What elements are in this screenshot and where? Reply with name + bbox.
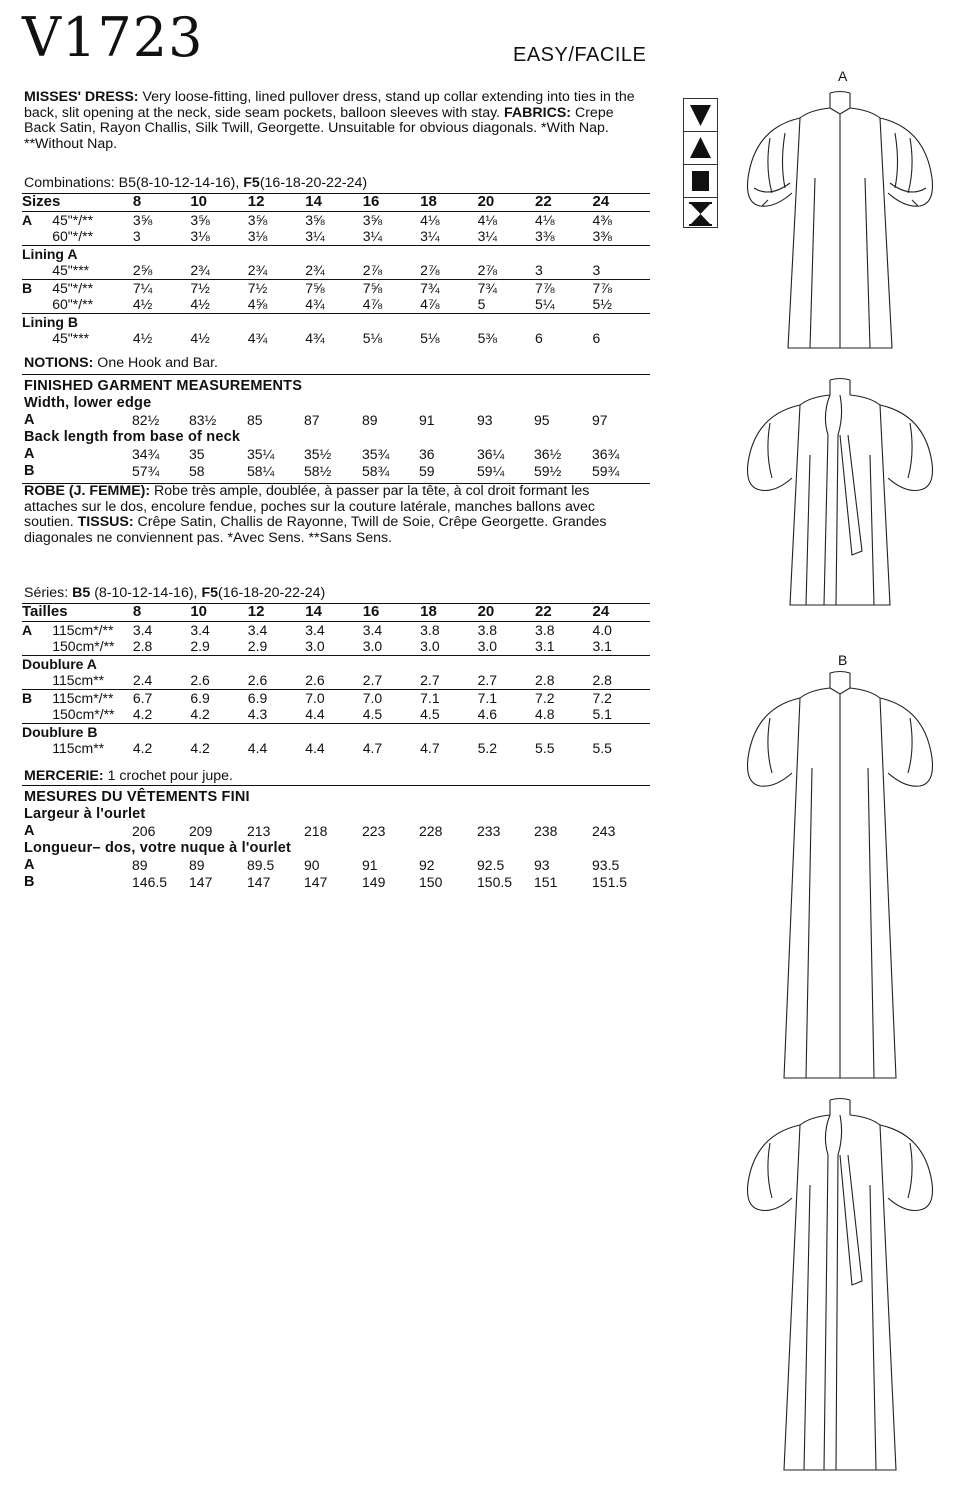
length-row-a-value: 92.5	[477, 857, 505, 873]
combo-b5: B5	[72, 585, 91, 601]
description-text: Robe très ample, doublée, à passer par la tête, à col droit formant les attaches sur le dos, encolure fendue, poches sur la couture latérale, manches ballons avec soutien.	[24, 483, 595, 531]
combo-f5-sizes: (16-18-20-22-24)	[259, 175, 368, 191]
yardage-cell: 6.9	[248, 689, 305, 706]
table-row	[22, 689, 650, 706]
yardage-cell: 3	[535, 262, 543, 278]
length-row-a-value: 36½	[534, 446, 562, 462]
length-row-b-value: 150.5	[477, 874, 513, 890]
yardage-cell: 7⅝	[363, 279, 420, 296]
view-label	[22, 706, 52, 723]
view-label: B	[22, 689, 52, 706]
yardage-cell: 3.8	[535, 621, 592, 638]
yardage-cell: 4⅝	[247, 296, 268, 312]
description-text: Very loose-fitting, lined pullover dress, stand up collar extending into ties in the back, slit opening at the neck, side seam pockets, balloon sleeves with stay.	[24, 89, 635, 121]
width-row-a-value: 223	[362, 823, 386, 839]
length-row-b-value: 59¾	[592, 463, 620, 479]
yardage-cell: 6.9	[190, 689, 247, 706]
table-row	[22, 262, 650, 279]
yardage-cell: 7.0	[363, 689, 420, 706]
yardage-cell: 5.5	[592, 740, 612, 756]
width-row-a-value: 243	[592, 823, 616, 839]
view-label	[22, 262, 52, 279]
yardage-cell: 3.4	[133, 621, 190, 638]
table-row	[22, 621, 650, 638]
width-row-a-value: 83½	[189, 412, 217, 428]
yardage-cell: 3.8	[478, 621, 535, 638]
english-combinations	[24, 175, 367, 191]
yardage-cell: 2.8	[592, 672, 612, 688]
yardage-cell: 7⅝	[305, 279, 362, 296]
lining-label: Doublure B	[22, 723, 650, 740]
notions-text: 1 crochet pour jupe.	[103, 768, 233, 784]
size-header: 10	[190, 604, 247, 622]
yardage-cell: 3⅛	[247, 228, 268, 244]
yardage-cell: 4⅛	[535, 211, 592, 228]
length-row-a-value: 36	[419, 446, 435, 462]
fabrics-lead: TISSUS:	[77, 514, 134, 531]
fabric-width: 115cm*/**	[52, 689, 133, 706]
english-yardage-table	[22, 193, 650, 347]
yardage-cell: 7.1	[478, 689, 535, 706]
combinations-label: Séries:	[24, 585, 73, 601]
width-row-a-value: 97	[592, 412, 608, 428]
view-label: B	[24, 874, 35, 890]
length-row-b-value: 147	[304, 874, 328, 890]
length-row-b-value: 59	[419, 463, 435, 479]
table-row	[22, 211, 650, 228]
length-row-b-value: 58	[189, 463, 205, 479]
size-header: 8	[133, 604, 190, 622]
table-row	[22, 706, 650, 723]
divider	[22, 785, 650, 786]
difficulty-label: EASY/FACILE	[513, 44, 647, 66]
yardage-cell: 4.7	[420, 740, 440, 756]
width-row-a-value: 213	[247, 823, 271, 839]
table-row	[22, 655, 650, 672]
yardage-cell: 7¾	[478, 279, 535, 296]
width-title: Width, lower edge	[24, 395, 152, 411]
fabric-width: 45"***	[52, 330, 90, 346]
size-header: 16	[363, 194, 420, 212]
length-title: Longueur– dos, votre nuque à l'ourlet	[24, 840, 292, 856]
view-label: A	[24, 412, 35, 428]
fabrics-lead: FABRICS:	[504, 104, 572, 121]
size-header: 14	[305, 604, 362, 622]
length-row-a-value: 34¾	[132, 446, 160, 462]
yardage-cell: 4.6	[477, 706, 498, 722]
fabric-width: 45"*/**	[52, 279, 133, 296]
yardage-cell: 3⅝	[190, 211, 247, 228]
yardage-cell: 4.0	[593, 621, 651, 638]
yardage-cell: 2.4	[132, 672, 153, 688]
length-row-a-value: 36¼	[477, 446, 505, 462]
yardage-cell: 2.7	[420, 672, 440, 688]
yardage-cell: 7.0	[305, 689, 362, 706]
yardage-cell: 4.2	[190, 740, 210, 756]
view-b-label: B	[838, 652, 848, 668]
length-row-b-value: 59¼	[477, 463, 505, 479]
fabric-width: 60"*/**	[52, 296, 94, 312]
size-header: 8	[133, 194, 190, 212]
width-row-a-value: 228	[419, 823, 443, 839]
fabric-width: 45"***	[52, 262, 90, 278]
width-row-a-value: 206	[132, 823, 156, 839]
yardage-cell: 7⅞	[535, 279, 592, 296]
yardage-cell: 4.2	[132, 740, 153, 756]
view-a-front-illustration	[740, 88, 940, 368]
yardage-cell: 2¾	[190, 262, 210, 278]
view-b-front-illustration	[740, 668, 940, 1088]
lining-label: Lining B	[22, 313, 650, 330]
yardage-cell: 5.2	[477, 740, 498, 756]
view-label: B	[24, 463, 35, 479]
width-title: Largeur à l'ourlet	[24, 806, 146, 822]
notions-text: One Hook and Bar.	[93, 355, 218, 371]
yardage-cell: 4.4	[305, 706, 325, 722]
yardage-cell: 4⅜	[593, 211, 651, 228]
yardage-cell: 6	[535, 330, 543, 346]
fabric-width: 150cm*/**	[52, 706, 115, 722]
square-icon	[684, 165, 717, 198]
size-header: 14	[305, 194, 362, 212]
view-b-back-illustration	[740, 1095, 940, 1480]
yardage-cell: 2.8	[132, 638, 153, 654]
length-row-a-value: 35	[189, 446, 205, 462]
yardage-cell: 4⅞	[362, 296, 383, 312]
yardage-cell: 7.2	[535, 689, 592, 706]
length-title: Back length from base of neck	[24, 429, 241, 445]
yardage-cell: 4⅛	[420, 211, 477, 228]
yardage-cell: 2.6	[305, 672, 325, 688]
yardage-cell: 4.3	[247, 706, 268, 722]
combinations-label: Combinations:	[24, 175, 119, 191]
yardage-cell: 7½	[190, 279, 247, 296]
yardage-cell: 4½	[190, 330, 210, 346]
measurements-title: FINISHED GARMENT MEASUREMENTS	[24, 378, 303, 394]
layout-symbols	[683, 98, 718, 228]
yardage-cell: 4.4	[305, 740, 325, 756]
yardage-cell: 3	[592, 262, 601, 278]
length-row-b-value: 58½	[304, 463, 332, 479]
length-row-b-value: 149	[362, 874, 386, 890]
width-row-a-value: 93	[477, 412, 493, 428]
table-row	[22, 672, 650, 689]
length-row-a-value: 93.5	[592, 857, 620, 873]
view-label	[22, 330, 52, 347]
view-a-label: A	[838, 68, 848, 84]
length-row-a-value: 93	[534, 857, 550, 873]
french-combinations	[24, 585, 325, 601]
yardage-cell: 2⅞	[420, 262, 440, 278]
length-row-a-value: 91	[362, 857, 378, 873]
yardage-cell: 2¾	[305, 262, 325, 278]
combo-f5: F5	[201, 585, 218, 601]
table-row	[22, 245, 650, 262]
notions-lead: NOTIONS:	[24, 355, 94, 371]
view-label: A	[24, 857, 35, 873]
yardage-cell: 3.8	[420, 621, 477, 638]
lining-label: Doublure A	[22, 655, 650, 672]
yardage-cell: 5.5	[535, 740, 555, 756]
table-row	[22, 279, 650, 296]
size-header: 20	[478, 194, 535, 212]
english-description	[24, 90, 644, 152]
yardage-cell: 4.5	[420, 706, 440, 722]
yardage-cell: 7.2	[593, 689, 651, 706]
combo-f5-sizes: (16-18-20-22-24)	[218, 585, 326, 601]
yardage-cell: 3.4	[248, 621, 305, 638]
yardage-cell: 3⅝	[363, 211, 420, 228]
yardage-cell: 4½	[132, 330, 153, 346]
yardage-cell: 7½	[248, 279, 305, 296]
english-notions	[24, 356, 644, 372]
french-yardage-table	[22, 603, 650, 757]
yardage-cell: 3.0	[420, 638, 440, 654]
french-description	[24, 484, 644, 546]
yardage-cell: 4¾	[305, 330, 325, 346]
table-row	[22, 330, 650, 347]
size-header: 18	[420, 604, 477, 622]
length-row-b-value: 146.5	[132, 874, 168, 890]
yardage-cell: 5½	[592, 296, 612, 312]
yardage-cell: 6.7	[133, 689, 190, 706]
size-header: 24	[593, 194, 651, 212]
fabric-width: 150cm*/**	[52, 638, 115, 654]
triangle-down-icon	[684, 99, 717, 132]
yardage-cell: 3.4	[305, 621, 362, 638]
description-lead: ROBE (J. FEMME):	[24, 483, 151, 499]
yardage-cell: 3⅝	[248, 211, 305, 228]
yardage-cell: 5⅛	[420, 330, 440, 346]
length-row-a-value: 35¼	[247, 446, 275, 462]
size-header: 24	[593, 604, 651, 622]
yardage-cell: 3.0	[477, 638, 498, 654]
notions-lead: MERCERIE:	[24, 768, 104, 784]
size-header: 12	[248, 194, 305, 212]
table-row	[22, 723, 650, 740]
yardage-cell: 3¼	[305, 228, 325, 244]
yardage-cell: 2⅞	[362, 262, 383, 278]
length-row-a-value: 89.5	[247, 857, 275, 873]
sizes-header-label: Sizes	[22, 194, 133, 212]
yardage-cell: 2.6	[247, 672, 268, 688]
width-row-a-value: 238	[534, 823, 558, 839]
yardage-cell: 3.1	[535, 638, 555, 654]
length-row-a-value: 92	[419, 857, 435, 873]
view-label	[22, 740, 52, 757]
view-label: B	[22, 279, 52, 296]
fabrics-text: Crêpe Satin, Challis de Rayonne, Twill de Soie, Crêpe Georgette. Grandes diagonales ne conviennent pas. *Avec Sens. **Sans Sens.	[24, 514, 607, 546]
yardage-cell: 7⅞	[593, 279, 651, 296]
yardage-cell: 2⅞	[477, 262, 498, 278]
yardage-cell: 3.4	[363, 621, 420, 638]
yardage-cell: 3	[132, 228, 141, 244]
yardage-cell: 4⅞	[420, 296, 440, 312]
french-notions	[24, 769, 644, 785]
yardage-cell: 3.1	[592, 638, 612, 654]
size-header: 22	[535, 604, 592, 622]
view-label: A	[24, 823, 35, 839]
sizes-header-label: Tailles	[22, 604, 133, 622]
yardage-cell: 4¾	[305, 296, 325, 312]
yardage-cell: 4.2	[190, 706, 210, 722]
table-row	[22, 313, 650, 330]
length-row-b-value: 150	[419, 874, 443, 890]
yardage-cell: 3.0	[305, 638, 325, 654]
width-row-a-value: 85	[247, 412, 263, 428]
yardage-cell: 3⅜	[535, 228, 555, 244]
view-a-back-illustration	[740, 375, 940, 615]
yardage-cell: 2⅝	[132, 262, 153, 278]
yardage-cell: 2.7	[362, 672, 383, 688]
yardage-cell: 4.5	[362, 706, 383, 722]
length-row-b-value: 58¼	[247, 463, 275, 479]
table-row	[22, 740, 650, 757]
length-row-b-value: 59½	[534, 463, 562, 479]
width-row-a-value: 209	[189, 823, 213, 839]
yardage-cell: 4.7	[362, 740, 383, 756]
view-label: A	[22, 211, 52, 228]
size-header: 10	[190, 194, 247, 212]
yardage-cell: 3.0	[362, 638, 383, 654]
yardage-cell: 2.9	[190, 638, 210, 654]
length-row-b-value: 147	[247, 874, 271, 890]
length-row-b-value: 151	[534, 874, 558, 890]
length-row-b-value: 58¾	[362, 463, 390, 479]
width-row-a-value: 233	[477, 823, 501, 839]
fabric-width: 115cm*/**	[52, 621, 133, 638]
yardage-cell: 5¼	[535, 296, 555, 312]
yardage-cell: 2.9	[247, 638, 268, 654]
view-label	[22, 638, 52, 655]
fabric-width: 115cm**	[52, 672, 105, 688]
yardage-cell: 7¼	[133, 279, 190, 296]
fabric-width: 115cm**	[52, 740, 105, 756]
yardage-cell: 3⅝	[133, 211, 190, 228]
yardage-cell: 2.6	[190, 672, 210, 688]
fabric-width: 60"*/**	[52, 228, 94, 244]
length-row-b-value: 151.5	[592, 874, 628, 890]
view-label	[22, 296, 52, 313]
yardage-cell: 4.2	[132, 706, 153, 722]
yardage-cell: 3⅝	[305, 211, 362, 228]
length-row-a-value: 35¾	[362, 446, 390, 462]
view-label: A	[22, 621, 52, 638]
triangle-up-icon	[684, 132, 717, 165]
size-header: 12	[248, 604, 305, 622]
width-row-a-value: 87	[304, 412, 320, 428]
table-row	[22, 296, 650, 313]
combo-f5: F5	[243, 175, 260, 191]
view-label	[22, 228, 52, 245]
yardage-cell: 2.8	[535, 672, 555, 688]
measurements-title: MESURES DU VÊTEMENTS FINI	[24, 789, 250, 805]
yardage-cell: 3¼	[477, 228, 498, 244]
view-label	[22, 672, 52, 689]
size-header: 16	[363, 604, 420, 622]
width-row-a-value: 82½	[132, 412, 160, 428]
hourglass-icon	[684, 198, 717, 230]
length-row-b-value: 57¾	[132, 463, 160, 479]
yardage-cell: 2.7	[477, 672, 498, 688]
yardage-cell: 7¾	[420, 279, 477, 296]
yardage-cell: 5⅛	[362, 330, 383, 346]
combo-b5-sizes: (8-10-12-14-16),	[90, 585, 202, 601]
length-row-b-value: 147	[189, 874, 213, 890]
size-header: 20	[478, 604, 535, 622]
combo-b5-sizes: (8-10-12-14-16),	[136, 175, 244, 191]
yardage-cell: 2¾	[247, 262, 268, 278]
width-row-a-value: 89	[362, 412, 378, 428]
size-header: 18	[420, 194, 477, 212]
description-lead: MISSES' DRESS:	[24, 89, 139, 105]
length-row-a-value: 89	[189, 857, 205, 873]
yardage-cell: 5.1	[592, 706, 612, 722]
combo-b5: B5	[118, 175, 136, 191]
yardage-cell: 3⅛	[190, 228, 210, 244]
width-row-a-value: 218	[304, 823, 328, 839]
yardage-cell: 3¼	[420, 228, 440, 244]
yardage-cell: 3.4	[190, 621, 247, 638]
divider	[22, 374, 650, 375]
fabric-width: 45"*/**	[52, 211, 133, 228]
yardage-cell: 4½	[190, 296, 210, 312]
view-label: A	[24, 446, 35, 462]
yardage-cell: 4¾	[247, 330, 268, 346]
length-row-a-value: 36¾	[592, 446, 620, 462]
width-row-a-value: 91	[419, 412, 435, 428]
table-row	[22, 228, 650, 245]
yardage-cell: 5	[477, 296, 486, 312]
yardage-cell: 4⅛	[478, 211, 535, 228]
length-row-a-value: 89	[132, 857, 148, 873]
length-row-a-value: 35½	[304, 446, 332, 462]
yardage-cell: 7.1	[420, 689, 477, 706]
lining-label: Lining A	[22, 245, 650, 262]
yardage-cell: 4.4	[247, 740, 268, 756]
table-row	[22, 638, 650, 655]
yardage-cell: 3¼	[362, 228, 383, 244]
yardage-cell: 6	[592, 330, 601, 346]
pattern-number: V1723	[22, 6, 204, 69]
yardage-cell: 3⅜	[592, 228, 612, 244]
size-header: 22	[535, 194, 592, 212]
yardage-cell: 4.8	[535, 706, 555, 722]
length-row-a-value: 90	[304, 857, 320, 873]
fabrics-text: Crepe Back Satin, Rayon Challis, Silk Twill, Georgette. Unsuitable for obvious diagonals. *With Nap. **Without Nap.	[24, 104, 614, 152]
width-row-a-value: 95	[534, 412, 550, 428]
yardage-cell: 5⅜	[477, 330, 498, 346]
yardage-cell: 4½	[132, 296, 153, 312]
